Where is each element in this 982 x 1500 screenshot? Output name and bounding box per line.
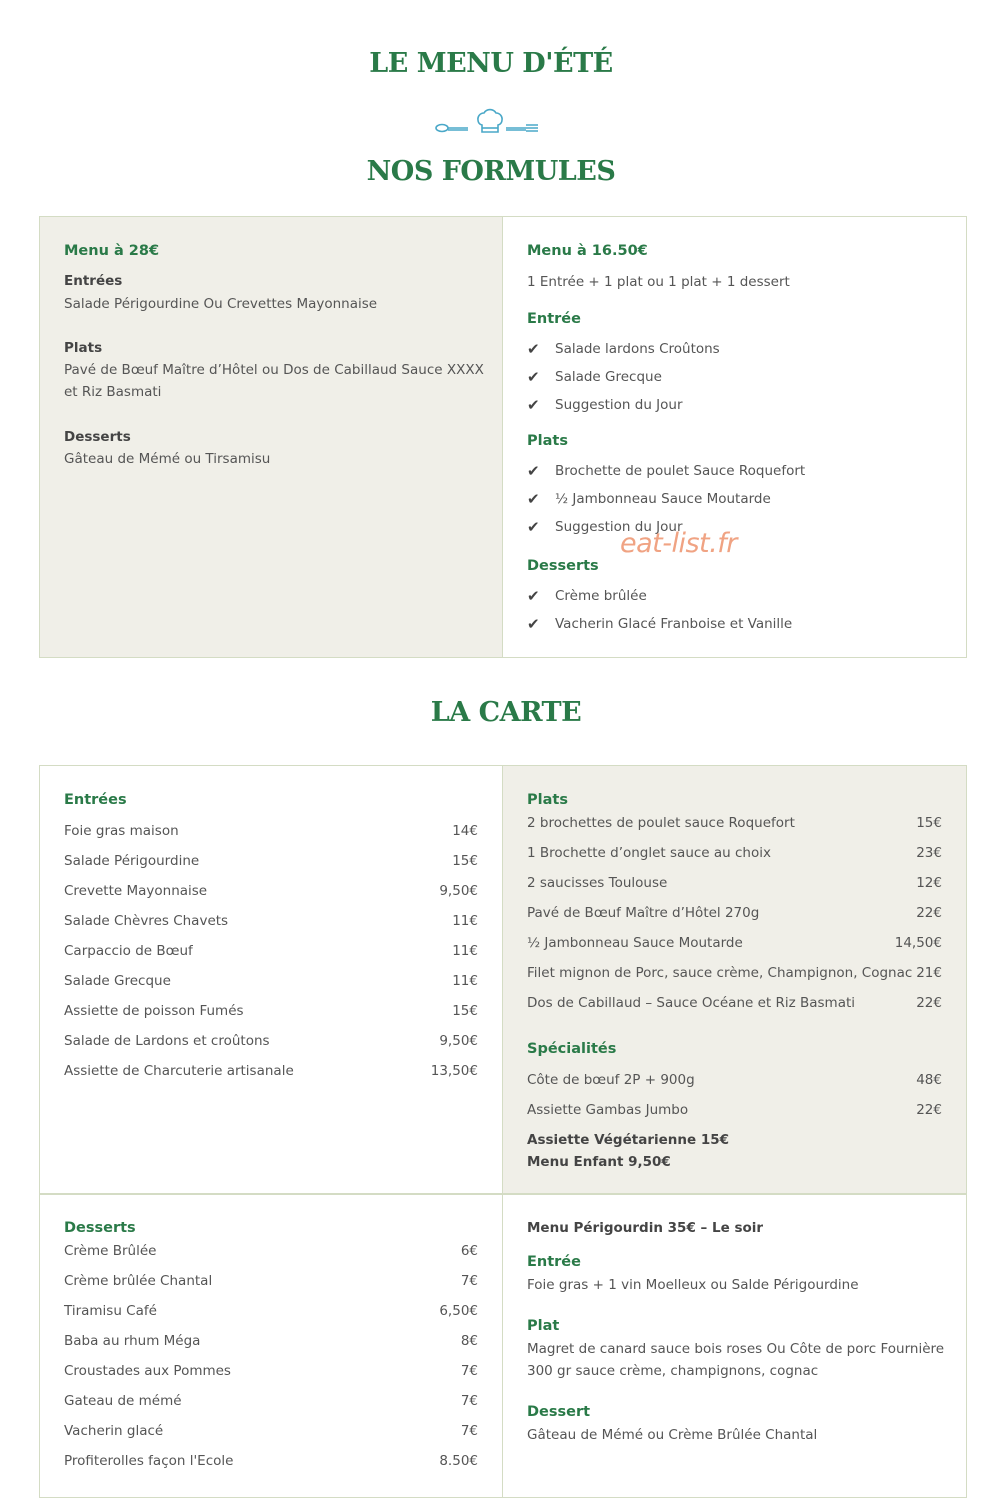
- menu-item-name: Profiterolles façon l'Ecole: [64, 1453, 234, 1469]
- menu-item-row: [64, 1356, 478, 1386]
- menu-perigourdin-title: Menu Périgourdin 35€ – Le soir: [527, 1220, 764, 1236]
- menu-enfant-item: Menu Enfant 9,50€: [527, 1154, 671, 1170]
- menu-16-desserts-label: Desserts: [527, 558, 599, 574]
- menu-item-name: Assiette Gambas Jumbo: [527, 1102, 689, 1118]
- menu-16-entree-label: Entrée: [527, 311, 581, 327]
- menu-item-name: Carpaccio de Bœuf: [64, 943, 193, 959]
- watermark: eat-list.fr: [620, 528, 737, 559]
- carte-desserts-column: [40, 1194, 503, 1497]
- menu-perigourdin-plat-text: Magret de canard sauce bois roses Ou Côte de porc Fournière 300 gr sauce crème, champignons, cognac: [527, 1341, 945, 1379]
- menu-item-price: 14,50€: [894, 935, 942, 951]
- menu-item-name: Crevette Mayonnaise: [64, 883, 208, 899]
- menu-item-price: 7€: [460, 1363, 478, 1379]
- menu-item-name: 1 Brochette d’onglet sauce au choix: [527, 845, 771, 861]
- menu-28-entrees-text: Salade Périgourdine Ou Crevettes Mayonnaise: [64, 296, 378, 312]
- list-item: ✔ Brochette de poulet Sauce Roquefort: [527, 457, 805, 485]
- menu-item-row: [64, 816, 478, 846]
- menu-item-row: [64, 966, 478, 996]
- menu-16-title: Menu à 16.50€: [527, 243, 648, 259]
- menu-item-price: 15€: [916, 815, 942, 831]
- menu-item-price: 15€: [452, 1003, 478, 1019]
- menu-28-plats-text: Pavé de Bœuf Maître d’Hôtel ou Dos de Cabillaud Sauce XXXX et Riz Basmati: [64, 362, 484, 400]
- menu-item-row: [64, 1386, 478, 1416]
- menu-item-name: Salade Périgourdine: [64, 853, 200, 869]
- menu-perigourdin-entree-text: Foie gras + 1 vin Moelleux ou Salde Périgourdine: [527, 1277, 859, 1293]
- menu-28-column: [40, 217, 503, 657]
- menu-16-subtitle: 1 Entrée + 1 plat ou 1 plat + 1 dessert: [527, 274, 790, 290]
- menu-item-name: Côte de bœuf 2P + 900g: [527, 1072, 695, 1088]
- carte-panel-bottom: [39, 1193, 967, 1498]
- menu-item-row: [64, 1446, 478, 1476]
- menu-item-price: 48€: [916, 1072, 942, 1088]
- menu-perigourdin-plat-label: Plat: [527, 1318, 560, 1334]
- check-icon: ✔: [527, 396, 540, 414]
- menu-perigourdin-dessert-label: Dessert: [527, 1404, 591, 1420]
- check-icon: ✔: [527, 490, 540, 508]
- menu-item-row: [527, 808, 942, 838]
- check-icon: ✔: [527, 615, 540, 633]
- menu-item-row: [64, 876, 478, 906]
- menu-item-name: Assiette de poisson Fumés: [64, 1003, 244, 1019]
- menu-item-row: [64, 996, 478, 1026]
- list-item: ✔ Salade lardons Croûtons: [527, 335, 720, 363]
- menu-item-price: 9,50€: [439, 1033, 478, 1049]
- carte-entrees-title: Entrées: [64, 792, 127, 808]
- menu-item-name: Salade de Lardons et croûtons: [64, 1033, 270, 1049]
- carte-desserts-title: Desserts: [64, 1220, 136, 1236]
- check-icon: ✔: [527, 587, 540, 605]
- menu-item-row: [64, 1416, 478, 1446]
- menu-item-name: Baba au rhum Méga: [64, 1333, 201, 1349]
- menu-item-row: [64, 906, 478, 936]
- menu-item-row: [527, 1095, 942, 1125]
- menu-item-name: Dos de Cabillaud – Sauce Océane et Riz Basmati: [527, 995, 856, 1011]
- formules-title: NOS FORMULES: [366, 156, 616, 187]
- formules-panel: [39, 216, 967, 658]
- menu-item-name: Gateau de mémé: [64, 1393, 182, 1409]
- check-icon: ✔: [527, 518, 540, 536]
- menu-item-price: 15€: [452, 853, 478, 869]
- menu-item-row: [527, 928, 942, 958]
- menu-16-desserts-list: [527, 582, 792, 638]
- menu-28-title: Menu à 28€: [64, 243, 160, 259]
- menu-item-row: [64, 846, 478, 876]
- menu-item-name: Vacherin glacé: [64, 1423, 164, 1439]
- menu-item-price: 22€: [916, 995, 942, 1011]
- list-item: ✔ Vacherin Glacé Franboise et Vanille: [527, 610, 792, 638]
- menu-item-row: [64, 1326, 478, 1356]
- menu-item-price: 8.50€: [439, 1453, 478, 1469]
- menu-item-price: 6,50€: [439, 1303, 478, 1319]
- menu-perigourdin-dessert-text: Gâteau de Mémé ou Crème Brûlée Chantal: [527, 1427, 818, 1443]
- menu-item-price: 11€: [452, 943, 478, 959]
- menu-item-price: 14€: [452, 823, 478, 839]
- menu-item-price: 22€: [916, 905, 942, 921]
- carte-entrees-column: [40, 766, 503, 1194]
- carte-specialites-list: [527, 1065, 942, 1125]
- menu-item-price: 22€: [916, 1102, 942, 1118]
- check-icon: ✔: [527, 462, 540, 480]
- menu-item-name: Foie gras maison: [64, 823, 179, 839]
- carte-plats-title: Plats: [527, 792, 568, 808]
- menu-item-name: 2 brochettes de poulet sauce Roquefort: [527, 815, 795, 831]
- menu-item-name: Salade Grecque: [64, 973, 171, 989]
- menu-item-row: [64, 936, 478, 966]
- menu-item-name: Salade Chèvres Chavets: [64, 913, 229, 929]
- carte-desserts-list: [64, 1236, 478, 1476]
- menu-item-row: [527, 1065, 942, 1095]
- menu-item-price: 11€: [452, 973, 478, 989]
- page-title: LE MENU D'ÉTÉ: [369, 48, 613, 79]
- check-icon: ✔: [527, 368, 540, 386]
- menu-item-row: [64, 1296, 478, 1326]
- list-item: ✔ Suggestion du Jour: [527, 391, 720, 419]
- carte-specialites-title: Spécialités: [527, 1041, 617, 1057]
- menu-item-price: 11€: [452, 913, 478, 929]
- menu-item-price: 13,50€: [430, 1063, 478, 1079]
- list-item: ✔ ½ Jambonneau Sauce Moutarde: [527, 485, 805, 513]
- menu-item-price: 21€: [916, 965, 942, 981]
- menu-item-row: [527, 898, 942, 928]
- menu-item-name: Tiramisu Café: [64, 1303, 157, 1319]
- menu-item-price: 9,50€: [439, 883, 478, 899]
- menu-item-price: 7€: [460, 1273, 478, 1289]
- check-icon: ✔: [527, 340, 540, 358]
- menu-item-name: Assiette de Charcuterie artisanale: [64, 1063, 294, 1079]
- menu-item-row: [64, 1056, 478, 1086]
- menu-item-row: [527, 868, 942, 898]
- chef-hat-cutlery-icon: [434, 106, 544, 138]
- menu-item-price: 7€: [460, 1393, 478, 1409]
- menu-16-entree-list: [527, 335, 720, 419]
- vegetarienne-item: Assiette Végétarienne 15€: [527, 1132, 730, 1148]
- menu-item-name: Crème brûlée Chantal: [64, 1273, 213, 1289]
- menu-item-name: 2 saucisses Toulouse: [527, 875, 668, 891]
- carte-plats-column: [503, 766, 966, 1194]
- menu-item-row: [527, 838, 942, 868]
- menu-16-plats-label: Plats: [527, 433, 568, 449]
- list-item: ✔ Crème brûlée: [527, 582, 792, 610]
- menu-item-row: [64, 1026, 478, 1056]
- carte-plats-list: [527, 808, 942, 1018]
- menu-perigourdin-column: [503, 1194, 966, 1497]
- menu-item-price: 23€: [916, 845, 942, 861]
- menu-item-price: 7€: [460, 1423, 478, 1439]
- carte-entrees-list: [64, 816, 478, 1086]
- menu-item-name: Croustades aux Pommes: [64, 1363, 231, 1379]
- menu-item-name: ½ Jambonneau Sauce Moutarde: [527, 935, 743, 951]
- menu-item-row: [64, 1266, 478, 1296]
- list-item: ✔ Salade Grecque: [527, 363, 720, 391]
- menu-item-price: 8€: [460, 1333, 478, 1349]
- carte-title: LA CARTE: [430, 697, 582, 728]
- menu-item-name: Pavé de Bœuf Maître d’Hôtel 270g: [527, 905, 760, 921]
- menu-16-column: [503, 217, 966, 657]
- carte-panel-top: [39, 765, 967, 1195]
- menu-item-row: [527, 958, 942, 988]
- menu-item-row: [527, 988, 942, 1018]
- menu-item-name: Crème Brûlée: [64, 1243, 157, 1259]
- menu-item-name: Filet mignon de Porc, sauce crème, Champignon, Cognac: [527, 965, 913, 981]
- list-item: ✔ Suggestion du Jour: [527, 513, 805, 541]
- menu-item-price: 6€: [460, 1243, 478, 1259]
- menu-28-entrees-label: Entrées: [64, 273, 123, 289]
- menu-item-price: 12€: [916, 875, 942, 891]
- menu-28-desserts-label: Desserts: [64, 429, 131, 445]
- menu-28-plats-label: Plats: [64, 340, 103, 356]
- menu-perigourdin-entree-label: Entrée: [527, 1254, 581, 1270]
- menu-28-desserts-text: Gâteau de Mémé ou Tirsamisu: [64, 451, 271, 467]
- menu-item-row: [64, 1236, 478, 1266]
